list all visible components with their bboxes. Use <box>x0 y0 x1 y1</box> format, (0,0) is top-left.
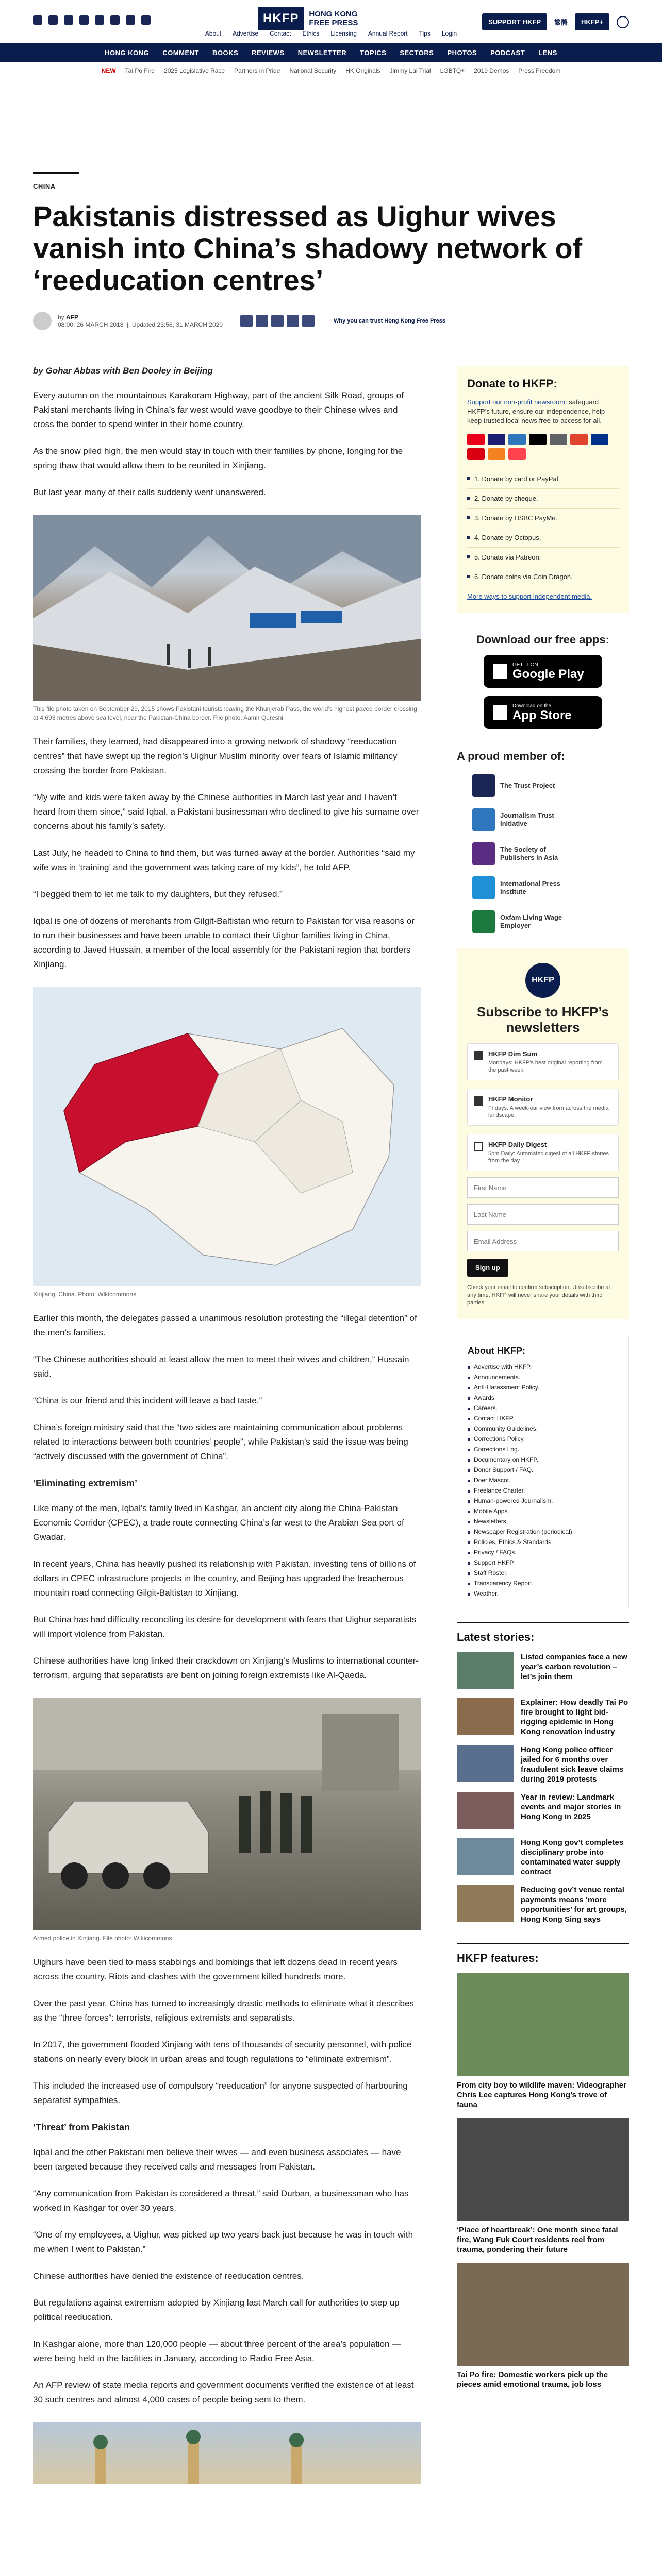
nav-item[interactable]: LENS <box>538 48 557 57</box>
about-link[interactable]: Careers. <box>468 1403 618 1413</box>
instagram-icon[interactable] <box>64 15 73 25</box>
story-thumbnail[interactable] <box>457 1698 514 1735</box>
feature-image[interactable] <box>457 2118 629 2221</box>
about-link[interactable]: Human-powered Journalism. <box>468 1496 618 1506</box>
member-item[interactable] <box>457 808 629 831</box>
site-logo[interactable] <box>258 7 358 30</box>
twitter-icon[interactable] <box>48 15 58 25</box>
hkfp-features <box>457 1943 629 2389</box>
about-link[interactable]: Documentary on HKFP. <box>468 1454 618 1465</box>
armed-police-photo[interactable] <box>33 1698 421 1930</box>
paragraph: In recent years, China has heavily pushed its relationship with Pakistan, investing tens of billions of dollars in CPEC infrastructure projects in the country, and Beijing has upgraded the treacherous mountain road connecting Gilgit-Baltistan to Xinjiang. <box>33 1559 416 1598</box>
paragraph: Chinese authorities have long linked their crackdown on Xinjiang’s Muslims to international counter-terrorism, arguing that separatists are bent on joining foreign extremists like Al-Qaeda. <box>33 1656 419 1680</box>
sidebar <box>457 343 629 2484</box>
trending-link[interactable]: Press Freedom <box>518 66 561 74</box>
store-small-text: Download on the <box>512 703 552 709</box>
latest-story[interactable] <box>457 1652 629 1689</box>
newsletter-text <box>488 1095 612 1119</box>
mastercard-icon <box>467 434 485 445</box>
checkbox-icon[interactable] <box>474 1142 483 1151</box>
payment-methods <box>467 434 619 460</box>
trending-link[interactable]: Tai Po Fire <box>125 66 155 74</box>
donate-link[interactable]: Support our non-profit newsroom: <box>467 398 567 406</box>
donate-option[interactable]: 1. Donate by card or PayPal. <box>467 469 619 488</box>
member-logo-icon <box>472 808 495 831</box>
unionpay-icon <box>570 434 588 445</box>
newsletter-fine-print: Check your email to confirm subscription. Unsubscribe at any time. HKFP will never share your details with third parties. <box>467 1284 610 1306</box>
social-links <box>33 15 151 25</box>
paragraph: This included the increased use of compulsory “reeducation” for anyone suspected of harbouring separatist sympathies. <box>33 2081 408 2105</box>
donate-option[interactable]: 2. Donate by cheque. <box>467 488 619 508</box>
threads-icon[interactable] <box>79 15 89 25</box>
newsletter-desc: 5pm Daily: Automated digest of all HKFP stories from the day. <box>488 1150 609 1164</box>
features-list <box>457 1973 629 2389</box>
mountain-pass-photo[interactable] <box>33 515 421 701</box>
paragraph: Iqbal is one of dozens of merchants from Gilgit-Baltistan who return to Pakistan for visa reasons or to run their businesses and have been unable to contact their Uighur families living in China, according to Javed Hussain, a member of the local assembly for the Pakistani region that borders Xinjiang. <box>33 916 415 969</box>
logo-line-1: HONG KONG <box>309 10 358 19</box>
about-link[interactable]: Donor Support / FAQ. <box>468 1465 618 1475</box>
about-link[interactable]: Staff Roster. <box>468 1568 618 1578</box>
member-logo-icon <box>472 774 495 797</box>
article-body <box>33 343 421 2484</box>
about-link[interactable]: Anti-Harassment Policy. <box>468 1382 618 1393</box>
author-name[interactable]: AFP <box>66 314 79 321</box>
by-label: by <box>58 314 64 321</box>
octopus-icon <box>488 448 505 460</box>
utility-link[interactable]: Advertise <box>233 30 259 37</box>
patreon-icon <box>508 448 526 460</box>
nav-item[interactable]: BOOKS <box>212 48 239 57</box>
trending-link[interactable]: Partners in Pride <box>234 66 280 74</box>
story-headline[interactable]: Year in review: Landmark events and major stories in Hong Kong in 2025 <box>521 1793 621 1821</box>
telegram-icon[interactable] <box>110 15 120 25</box>
newsletter-desc: Fridays: A week-ear view from across the media landscape. <box>488 1105 609 1118</box>
section-heading: ‘Threat’ from Pakistan <box>33 2122 130 2132</box>
utility-link[interactable]: Ethics <box>302 30 320 37</box>
logo-mark: HKFP <box>258 7 304 30</box>
donate-option[interactable]: 4. Donate by Octopus. <box>467 528 619 547</box>
nav-item[interactable]: REVIEWS <box>252 48 285 57</box>
app-store-button[interactable] <box>484 696 602 729</box>
logo-line-2: FREE PRESS <box>309 19 358 27</box>
mountain-illustration <box>33 515 421 701</box>
googlepay-icon <box>550 434 567 445</box>
story-thumbnail[interactable] <box>457 1652 514 1689</box>
checkbox-icon[interactable] <box>474 1096 483 1106</box>
member-title: A proud member of: <box>457 750 565 762</box>
paragraph: Every autumn on the mountainous Karakoram Highway, part of the ancient Silk Road, groups of Pakistani merchants living in China’s far west would wave goodbye to their Chinese wives and cross the border to spend winter in their home country. <box>33 391 404 429</box>
utility-link[interactable]: Login <box>441 30 457 37</box>
newsletter-text <box>488 1141 612 1164</box>
support-button[interactable]: SUPPORT HKFP <box>482 13 547 30</box>
about-link[interactable]: Community Guidelines. <box>468 1423 618 1434</box>
newsletter-badge: HKFP <box>525 963 560 998</box>
mosque-illustration <box>33 2422 421 2484</box>
nav-item[interactable]: SECTORS <box>400 48 434 57</box>
nav-item[interactable]: COMMENT <box>162 48 199 57</box>
newsletter-option[interactable] <box>467 1089 619 1126</box>
about-links <box>468 1362 618 1599</box>
last-name-field[interactable] <box>467 1204 619 1225</box>
member-label: Journalism Trust Initiative <box>500 811 554 827</box>
latest-story[interactable] <box>457 1838 629 1877</box>
latest-story[interactable] <box>457 1745 629 1784</box>
about-link[interactable]: Policies, Ethics & Standards. <box>468 1537 618 1547</box>
figure-caption: This file photo taken on September 29, 2015 shows Pakistani tourists leaving the Khunjerab Pass, the world’s highest paved border crossing at 4,693 metres above sea level, near the Pakistan-China border. File photo: Aamir Qureshi. <box>33 705 417 721</box>
donate-option[interactable]: 6. Donate coins via Coin Dragon. <box>467 567 619 586</box>
checkbox-icon[interactable] <box>474 1051 483 1060</box>
feature-image[interactable] <box>457 2263 629 2366</box>
story-thumbnail[interactable] <box>457 1838 514 1875</box>
paragraph: “One of my employees, a Uighur, was picked up two years back just because he was in touch with me when I went to Pakistan.” <box>33 2230 413 2254</box>
trending-link[interactable]: Jimmy Lai Trial <box>389 66 431 74</box>
language-switch[interactable]: 繁體 <box>554 19 568 26</box>
member-label: International Press Institute <box>500 879 561 895</box>
nav-item[interactable]: PODCAST <box>490 48 525 57</box>
nav-item[interactable]: HONG KONG <box>105 48 150 57</box>
paragraph: As the snow piled high, the men would stay in touch with their families by phone, longing for the spring thaw that would allow them to be reunited in Xinjiang. <box>33 446 403 470</box>
share-whatsapp-icon[interactable] <box>271 315 284 327</box>
donate-option[interactable]: 5. Donate via Patreon. <box>467 547 619 567</box>
latest-stories <box>457 1622 629 1924</box>
china-map-illustration <box>33 987 421 1286</box>
about-link[interactable]: Doer Mascot. <box>468 1475 618 1485</box>
story-headline[interactable]: Reducing gov’t venue rental payments means ‘more opportunities’ for art groups, Hong Kong Sing says <box>521 1886 627 1924</box>
share-facebook-icon[interactable] <box>240 315 253 327</box>
paragraph: “Any communication from Pakistan is considered a threat,” said Durban, a businessman who has worked in Kashgar for over 30 years. <box>33 2189 409 2213</box>
donate-intro <box>467 398 619 426</box>
story-thumbnail[interactable] <box>457 1792 514 1829</box>
amex-icon <box>508 434 526 445</box>
latest-story[interactable] <box>457 1698 629 1737</box>
utility-link[interactable]: Annual Report <box>368 30 408 37</box>
content-layout <box>0 343 662 2484</box>
article-header <box>0 172 662 343</box>
utility-links <box>0 30 662 37</box>
apple-icon <box>493 705 507 720</box>
about-link[interactable]: Newsletters. <box>468 1516 618 1527</box>
figure-caption: Xinjiang, China. Photo: Wikicommons. <box>33 1291 138 1298</box>
member-logo-icon <box>472 842 495 865</box>
newsletter-text <box>488 1050 612 1074</box>
feature-headline[interactable]: Tai Po fire: Domestic workers pick up the pieces amid emotional trauma, job loss <box>457 2370 608 2389</box>
story-headline[interactable]: Hong Kong gov’t completes disciplinary probe into contaminated water supply contract <box>521 1838 624 1876</box>
trending-link[interactable]: 2025 Legislative Race <box>164 66 225 74</box>
newsletter-name: HKFP Dim Sum <box>488 1050 538 1058</box>
nav-item[interactable]: NEWSLETTER <box>297 48 347 57</box>
utility-link[interactable]: Tips <box>419 30 431 37</box>
figure-caption: Armed police in Xinjiang. File photo: Wikicommons. <box>33 1935 174 1942</box>
nav-item[interactable]: PHOTOS <box>447 48 477 57</box>
member-item[interactable] <box>457 876 629 899</box>
latest-story[interactable] <box>457 1885 629 1924</box>
story-headline[interactable]: Hong Kong police officer jailed for 6 months over fraudulent sick leave claims during 2019 protests <box>521 1745 624 1784</box>
header-actions <box>482 13 629 30</box>
paragraph: But last year many of their calls suddenly went unanswered. <box>33 487 266 497</box>
newsletter-box <box>457 948 629 1319</box>
paragraph: An AFP review of state media reports and government documents verified the existence of at least 30 such centres and almost 4,000 cases of people being sent to them. <box>33 2380 414 2404</box>
about-link[interactable]: Contact HKFP. <box>468 1413 618 1423</box>
latest-list <box>457 1652 629 1924</box>
utility-link[interactable]: Licensing <box>330 30 357 37</box>
about-link[interactable]: Corrections Log. <box>468 1444 618 1454</box>
donate-option[interactable]: 3. Donate by HSBC PayMe. <box>467 508 619 528</box>
feature-image[interactable] <box>457 1973 629 2076</box>
youtube-icon[interactable] <box>95 15 104 25</box>
paragraph: Over the past year, China has turned to increasingly drastic methods to eliminate what it describes as the “three forces”: terrorists, religious extremists and separatists. <box>33 1998 414 2023</box>
signup-button[interactable]: Sign up <box>467 1259 508 1277</box>
about-link[interactable]: Freelance Charter. <box>468 1485 618 1496</box>
story-thumbnail[interactable] <box>457 1885 514 1922</box>
email-field[interactable] <box>467 1231 619 1251</box>
paragraph: Their families, they learned, had disappeared into a growing network of shadowy “reeducation centres” that have swept up the region’s Uighur Muslim minority over fears of Islamic militancy crossing the border from Pakistan. <box>33 737 398 775</box>
section-heading: ‘Eliminating extremism’ <box>33 1478 138 1488</box>
paragraph: “China is our friend and this incident will leave a bad taste.” <box>33 1396 262 1405</box>
trending-link[interactable]: HK Originals <box>345 66 380 74</box>
about-link[interactable]: Awards. <box>468 1393 618 1403</box>
paragraph: But regulations against extremism adopted by Xinjiang last March call for authorities to step up political reeducation. <box>33 2298 400 2322</box>
latest-title: Latest stories: <box>457 1631 535 1643</box>
visa-icon <box>488 434 505 445</box>
applepay-icon <box>529 434 547 445</box>
feature-item[interactable] <box>457 1973 629 2110</box>
figure-mosque <box>33 2422 421 2484</box>
nav-item[interactable]: TOPICS <box>360 48 387 57</box>
xinjiang-map[interactable] <box>33 987 421 1286</box>
member-label: Oxfam Living Wage Employer <box>500 913 562 929</box>
paragraph: Earlier this month, the delegates passed a unanimous resolution protesting the “illegal detention” of the men’s families. <box>33 1313 417 1337</box>
about-link[interactable]: Newspaper Registration (periodical). <box>468 1527 618 1537</box>
paypal-icon <box>591 434 608 445</box>
updated-date: Updated 23:56, 31 MARCH 2020 <box>131 321 223 328</box>
about-box <box>457 1335 629 1609</box>
feature-item[interactable] <box>457 2118 629 2255</box>
new-label: NEW <box>101 66 116 74</box>
share-twitter-icon[interactable] <box>256 315 268 327</box>
trending-link[interactable]: National Security <box>289 66 337 74</box>
donate-title: Donate to HKFP: <box>467 377 557 390</box>
about-link[interactable]: Mobile Apps. <box>468 1506 618 1516</box>
member-label: The Society of Publishers in Asia <box>500 845 558 861</box>
member-item[interactable] <box>457 910 629 933</box>
member-logo-icon <box>472 910 495 933</box>
trending-link[interactable]: 2019 Demos <box>474 66 509 74</box>
main-nav <box>0 43 662 62</box>
newsletter-option[interactable] <box>467 1043 619 1080</box>
latest-story[interactable] <box>457 1792 629 1829</box>
paragraph: In 2017, the government flooded Xinjiang with tens of thousands of security personnel, with police stations on nearly every block in urban areas and tough regulations to “eliminate extremism”. <box>33 2040 412 2064</box>
utility-link[interactable]: Contact <box>270 30 291 37</box>
member-logo-icon <box>472 876 495 899</box>
about-link[interactable]: Advertise with HKFP. <box>468 1362 618 1372</box>
feature-item[interactable] <box>457 2263 629 2389</box>
about-link[interactable]: Weather. <box>468 1588 618 1599</box>
search-icon[interactable] <box>617 16 629 28</box>
member-item[interactable] <box>457 842 629 865</box>
story-headline[interactable]: Explainer: How deadly Tai Po fire brought to light bid-rigging epidemic in Hong Kong renovation industry <box>521 1698 628 1736</box>
paragraph: Uighurs have been tied to mass stabbings and bombings that left dozens dead in recent years across the country. Riots and clashes with the government killed hundreds more. <box>33 1957 398 1981</box>
mosque-photo[interactable] <box>33 2422 421 2484</box>
paragraph: Last July, he headed to China to find them, but was turned away at the border. Authorities “said my wife was in ‘training’ and the government was taking care of my kids”, he told AFP. <box>33 848 415 872</box>
about-title: About HKFP: <box>468 1346 525 1356</box>
author-avatar <box>33 312 52 330</box>
figure-mountain-pass <box>33 515 421 722</box>
donate-box <box>457 366 629 613</box>
share-email-icon[interactable] <box>287 315 299 327</box>
paragraph: Chinese authorities have denied the existence of reeducation centres. <box>33 2271 304 2281</box>
member-item[interactable] <box>457 774 629 797</box>
figure-police <box>33 1698 421 1943</box>
feature-headline[interactable]: ‘Place of heartbreak’: One month since fatal fire, Wang Fuk Court residents reel from trauma, pondering their future <box>457 2226 618 2254</box>
member-label: The Trust Project <box>500 782 555 789</box>
logo-text <box>309 10 358 27</box>
store-big-text: App Store <box>512 708 572 722</box>
store-big-text: Google Play <box>512 667 584 681</box>
about-link[interactable]: Support HKFP. <box>468 1557 618 1568</box>
share-buttons <box>240 315 315 327</box>
byline: by Gohar Abbas with Ben Dooley in Beijing <box>33 366 213 376</box>
apps-title: Download our free apps: <box>476 633 609 646</box>
store-small-text: GET IT ON <box>512 662 538 668</box>
paragraph: Like many of the men, Iqbal’s family lived in Kashgar, an ancient city along the China-Pakistan Economic Corridor (CPEC), a trade route connecting China’s far west to the Arabian Sea port of Gwadar. <box>33 1503 404 1542</box>
donate-options <box>467 469 619 586</box>
features-title: HKFP features: <box>457 1952 539 1964</box>
paragraph: “The Chinese authorities should at least allow the men to meet their wives and children,” Hussain said. <box>33 1354 409 1379</box>
trending-bar <box>0 62 662 79</box>
figure-map <box>33 987 421 1299</box>
newsletter-title: Subscribe to HKFP’s newsletters <box>476 1004 609 1035</box>
police-illustration <box>33 1698 421 1930</box>
article-category[interactable]: CHINA <box>33 182 56 190</box>
article-meta <box>33 312 629 330</box>
newsletter-name: HKFP Daily Digest <box>488 1141 547 1148</box>
first-name-field[interactable] <box>467 1177 619 1198</box>
utility-link[interactable]: About <box>205 30 222 37</box>
google-play-button[interactable] <box>484 655 602 688</box>
donate-text: safeguard HKFP’s future, ensure our independence, help keep trusted local news free-to-access for all. <box>467 398 605 425</box>
trust-pill[interactable]: Why you can trust Hong Kong Free Press <box>328 315 451 327</box>
about-link[interactable]: Announcements. <box>468 1372 618 1382</box>
trending-link[interactable]: LGBTQ+ <box>440 66 465 74</box>
meta-text: by AFP 08:00, 26 MARCH 2018 | Updated 23:56, 31 MARCH 2020 <box>58 314 223 328</box>
story-thumbnail[interactable] <box>457 1745 514 1782</box>
google-play-icon <box>493 664 507 679</box>
publish-date: 08:00, 26 MARCH 2018 <box>58 321 124 328</box>
newsletter-option[interactable] <box>467 1134 619 1171</box>
facebook-icon[interactable] <box>33 15 42 25</box>
rss-icon[interactable] <box>141 15 151 25</box>
paragraph: In Kashgar alone, more than 120,000 people — about three percent of the area’s population — were being held in the facilities in January, according to Radio Free Asia. <box>33 2339 401 2363</box>
paragraph: Iqbal and the other Pakistani men believe their wives — and even business associates — have been targeted because they received calls and messages from Pakistan. <box>33 2147 401 2172</box>
paragraph: China’s foreign ministry said that the “two sides are maintaining communication about problems related to interactions between both countries’ people”, while Pakistan’s said the issue was being “actively discussed with the government of China”. <box>33 1422 408 1461</box>
about-link[interactable]: Corrections Policy. <box>468 1434 618 1444</box>
article-title: Pakistanis distressed as Uighur wives vanish into China’s shadowy network of ‘reeducation centres’ <box>33 200 583 296</box>
newsletter-desc: Mondays: HKFP’s best original reporting from the past week. <box>488 1060 603 1073</box>
member-logos <box>457 774 629 933</box>
login-button[interactable]: HKFP+ <box>575 13 609 30</box>
newsletter-name: HKFP Monitor <box>488 1095 533 1103</box>
about-link[interactable]: Privacy / FAQs. <box>468 1547 618 1557</box>
paragraph: “My wife and kids were taken away by the Chinese authorities in March last year and I haven’t heard from them since,” said Iqbal, a Pakistani businessman who declined to give his surname over concerns about his family’s safety. <box>33 792 419 831</box>
paragraph: But China has had difficulty reconciling its desire for development with fears that Uighur separatists will import violence from Pakistan. <box>33 1615 417 1639</box>
feature-headline[interactable]: From city boy to wildlife maven: Videographer Chris Lee captures Hong Kong’s trove of fauna <box>457 2081 626 2109</box>
share-more-icon[interactable] <box>302 315 315 327</box>
about-link[interactable]: Transparency Report. <box>468 1578 618 1588</box>
category-rule <box>33 172 79 174</box>
paragraph: “I begged them to let me talk to my daughters, but they refused.” <box>33 889 283 899</box>
story-headline[interactable]: Listed companies face a new year’s carbon revolution – let’s join them <box>521 1653 627 1681</box>
email-icon[interactable] <box>126 15 135 25</box>
more-ways-link[interactable]: More ways to support independent media. <box>467 592 592 600</box>
newsletter-options <box>467 1043 619 1171</box>
payme-icon <box>467 448 485 460</box>
